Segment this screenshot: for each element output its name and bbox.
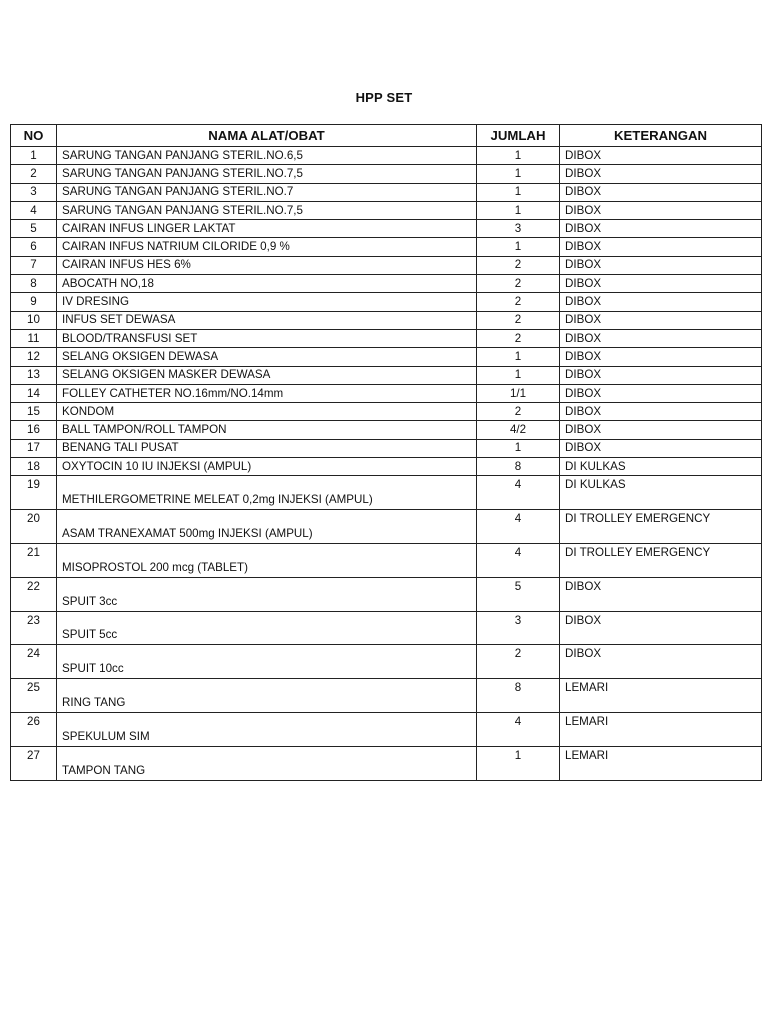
item-name: SARUNG TANGAN PANJANG STERIL.NO.6,5 [57,147,477,165]
item-name: KONDOM [57,403,477,421]
item-note: DIBOX [560,311,762,329]
item-name: SPUIT 5cc [57,611,477,645]
row-number: 14 [11,384,57,402]
item-quantity: 1/1 [477,384,560,402]
table-row [11,238,762,256]
item-quantity: 4 [477,510,560,544]
row-number: 15 [11,403,57,421]
item-quantity: 2 [477,329,560,347]
item-quantity: 2 [477,256,560,274]
table-row [11,220,762,238]
item-quantity: 3 [477,611,560,645]
item-note: LEMARI [560,712,762,746]
item-quantity: 8 [477,679,560,713]
item-name: OXYTOCIN 10 IU INJEKSI (AMPUL) [57,458,477,476]
item-name: FOLLEY CATHETER NO.16mm/NO.14mm [57,384,477,402]
item-quantity: 1 [477,201,560,219]
table-row [11,510,762,544]
item-quantity: 1 [477,746,560,780]
item-quantity: 5 [477,577,560,611]
row-number: 4 [11,201,57,219]
table-row [11,712,762,746]
item-quantity: 4 [477,712,560,746]
item-note: DIBOX [560,238,762,256]
item-name: SPEKULUM SIM [57,712,477,746]
header-item-name: NAMA ALAT/OBAT [57,125,477,147]
table-row [11,348,762,366]
item-quantity: 4/2 [477,421,560,439]
table-row [11,147,762,165]
item-note: DIBOX [560,329,762,347]
row-number: 23 [11,611,57,645]
item-note: DI TROLLEY EMERGENCY [560,510,762,544]
item-quantity: 2 [477,275,560,293]
item-name: RING TANG [57,679,477,713]
table-row [11,458,762,476]
item-name: BALL TAMPON/ROLL TAMPON [57,421,477,439]
item-quantity: 3 [477,220,560,238]
table-body [11,147,762,781]
table-header-row [11,125,762,147]
item-note: DI KULKAS [560,476,762,510]
row-number: 17 [11,439,57,457]
item-note: DIBOX [560,439,762,457]
table-row [11,476,762,510]
row-number: 27 [11,746,57,780]
item-name: SPUIT 10cc [57,645,477,679]
item-name: SPUIT 3cc [57,577,477,611]
document-title: HPP SET [355,90,413,105]
row-number: 10 [11,311,57,329]
item-name: BENANG TALI PUSAT [57,439,477,457]
table-row [11,384,762,402]
item-name: ASAM TRANEXAMAT 500mg INJEKSI (AMPUL) [57,510,477,544]
table-row [11,611,762,645]
item-quantity: 1 [477,147,560,165]
table-row [11,366,762,384]
hpp-set-table [10,124,762,781]
row-number: 26 [11,712,57,746]
item-name: CAIRAN INFUS NATRIUM CILORIDE 0,9 % [57,238,477,256]
item-quantity: 1 [477,183,560,201]
item-name: IV DRESING [57,293,477,311]
item-quantity: 2 [477,645,560,679]
item-name: MISOPROSTOL 200 mcg (TABLET) [57,543,477,577]
table-row [11,543,762,577]
item-name: CAIRAN INFUS LINGER LAKTAT [57,220,477,238]
table-row [11,577,762,611]
table-row [11,183,762,201]
item-quantity: 2 [477,293,560,311]
item-name: SARUNG TANGAN PANJANG STERIL.NO.7 [57,183,477,201]
header-note: KETERANGAN [560,125,762,147]
item-note: DIBOX [560,220,762,238]
item-note: DIBOX [560,384,762,402]
row-number: 6 [11,238,57,256]
item-note: DIBOX [560,403,762,421]
item-name: METHILERGOMETRINE MELEAT 0,2mg INJEKSI (AMPUL) [57,476,477,510]
row-number: 20 [11,510,57,544]
item-quantity: 1 [477,439,560,457]
item-note: DIBOX [560,366,762,384]
item-quantity: 1 [477,165,560,183]
item-quantity: 1 [477,348,560,366]
item-quantity: 2 [477,311,560,329]
row-number: 18 [11,458,57,476]
item-quantity: 8 [477,458,560,476]
row-number: 12 [11,348,57,366]
table-row [11,403,762,421]
row-number: 13 [11,366,57,384]
item-name: BLOOD/TRANSFUSI SET [57,329,477,347]
table-row [11,439,762,457]
item-note: DIBOX [560,256,762,274]
item-note: DI KULKAS [560,458,762,476]
item-name: CAIRAN INFUS HES 6% [57,256,477,274]
row-number: 2 [11,165,57,183]
item-quantity: 1 [477,366,560,384]
item-note: DIBOX [560,147,762,165]
item-name: ABOCATH NO,18 [57,275,477,293]
row-number: 22 [11,577,57,611]
row-number: 9 [11,293,57,311]
item-note: LEMARI [560,679,762,713]
item-note: DIBOX [560,577,762,611]
table-row [11,256,762,274]
table-row [11,329,762,347]
table-row [11,201,762,219]
row-number: 16 [11,421,57,439]
item-quantity: 4 [477,476,560,510]
item-note: DI TROLLEY EMERGENCY [560,543,762,577]
item-name: SELANG OKSIGEN MASKER DEWASA [57,366,477,384]
table-row [11,275,762,293]
table-row [11,293,762,311]
item-note: DIBOX [560,183,762,201]
item-note: LEMARI [560,746,762,780]
item-note: DIBOX [560,348,762,366]
row-number: 21 [11,543,57,577]
item-name: INFUS SET DEWASA [57,311,477,329]
row-number: 7 [11,256,57,274]
table-row [11,645,762,679]
row-number: 24 [11,645,57,679]
item-note: DIBOX [560,293,762,311]
item-name: SELANG OKSIGEN DEWASA [57,348,477,366]
item-note: DIBOX [560,275,762,293]
item-note: DIBOX [560,165,762,183]
item-quantity: 2 [477,403,560,421]
header-quantity: JUMLAH [477,125,560,147]
row-number: 25 [11,679,57,713]
item-note: DIBOX [560,645,762,679]
header-no: NO [11,125,57,147]
table-row [11,311,762,329]
item-note: DIBOX [560,201,762,219]
item-name: TAMPON TANG [57,746,477,780]
row-number: 8 [11,275,57,293]
table-row [11,421,762,439]
row-number: 1 [11,147,57,165]
table-row [11,165,762,183]
item-quantity: 4 [477,543,560,577]
row-number: 19 [11,476,57,510]
row-number: 11 [11,329,57,347]
item-quantity: 1 [477,238,560,256]
table-row [11,679,762,713]
item-note: DIBOX [560,611,762,645]
table-row [11,746,762,780]
row-number: 5 [11,220,57,238]
item-note: DIBOX [560,421,762,439]
item-name: SARUNG TANGAN PANJANG STERIL.NO.7,5 [57,165,477,183]
item-name: SARUNG TANGAN PANJANG STERIL.NO.7,5 [57,201,477,219]
row-number: 3 [11,183,57,201]
